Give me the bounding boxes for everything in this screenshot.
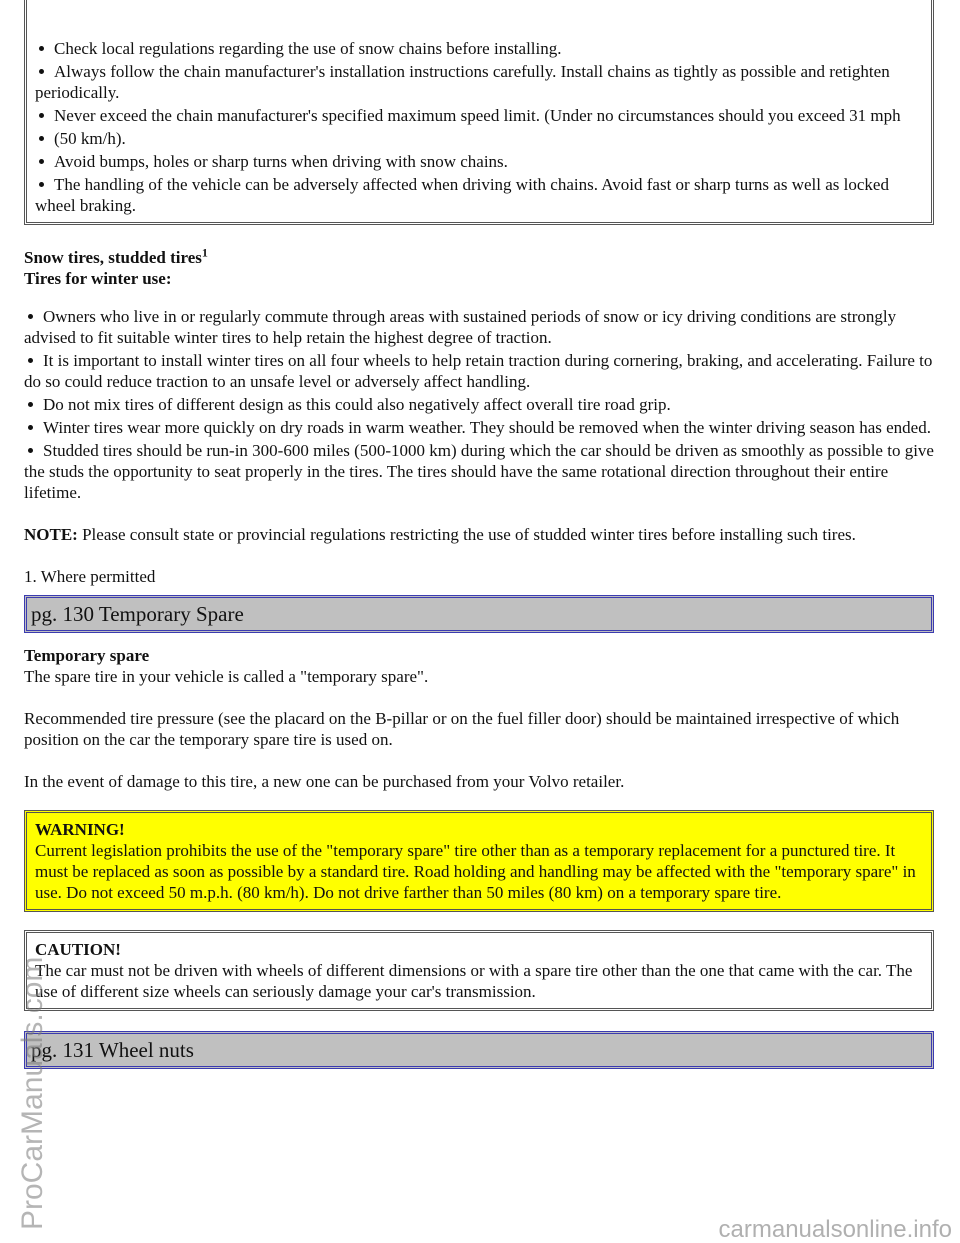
bullet-icon bbox=[39, 46, 44, 51]
caution-title: CAUTION! bbox=[35, 940, 121, 959]
bullet-icon bbox=[39, 159, 44, 164]
list-item: Avoid bumps, holes or sharp turns when driving with snow chains. bbox=[35, 151, 925, 172]
list-item: Always follow the chain manufacturer's installation instructions carefully. Install chains as tightly as possible and retighten periodically. bbox=[35, 62, 890, 102]
bullet-icon bbox=[28, 314, 33, 319]
caution-text: The car must not be driven with wheels of different dimensions or with a spare tire other than the one that came with the car. The use of different size wheels can seriously damage your car's transmission. bbox=[35, 961, 913, 1001]
list-item: (50 km/h). bbox=[35, 128, 925, 149]
list-item: Winter tires wear more quickly on dry roads in warm weather. They should be removed when the winter driving season has ended. bbox=[24, 417, 936, 438]
studded-tires-note: NOTE: Please consult state or provincial regulations restricting the use of studded winter tires before installing such tires. bbox=[24, 525, 856, 544]
list-item: Studded tires should be run-in 300-600 miles (500-1000 km) during which the car should be driven as smoothly as possible to give the studs the opportunity to seat properly in the tires. The tires should have the same rotational direction throughout their entire lifetime. bbox=[24, 441, 934, 502]
snow-tires-heading: Snow tires, studded tires$^1$ bbox=[24, 245, 208, 267]
manual-page bbox=[24, 0, 936, 1069]
list-item: Owners who live in or regularly commute through areas with sustained periods of snow or icy driving conditions are strongly advised to fit suitable winter tires to help retain the highest degree of traction. bbox=[24, 307, 897, 347]
footnote-ref: 1 bbox=[201, 245, 208, 260]
section-header-pg-130: pg. 130 Temporary Spare bbox=[24, 595, 934, 633]
list-item: It is important to install winter tires on all four wheels to help retain traction during cornering, braking, and accelerating. Failure to do so could reduce traction to an unsafe level or adversely affect handling. bbox=[24, 351, 933, 391]
side-watermark: ProCarManuals.com bbox=[16, 956, 49, 1230]
snow-chains-list bbox=[35, 38, 925, 216]
list-item: Check local regulations regarding the use of snow chains before installing. bbox=[35, 38, 925, 59]
warning-text: Current legislation prohibits the use of the "temporary spare" tire other than as a temporary replacement for a punctured tire. It must be replaced as soon as possible by a standard tire. Road holding and handling may be affected with the "temporary spare" in use. Do not exceed 50 m.p.h. (80 km/h). Do not drive farther than 50 miles (80 km) on a temporary spare tire. bbox=[35, 841, 916, 902]
tire-pressure-paragraph: Recommended tire pressure (see the placard on the B-pillar or on the fuel filler door) should be maintained irrespective of which position on the car the temporary spare tire is used on. bbox=[24, 709, 900, 749]
winter-tires-list bbox=[24, 306, 936, 503]
bullet-icon bbox=[39, 136, 44, 141]
warning-title: WARNING! bbox=[35, 820, 125, 839]
bullet-icon bbox=[39, 182, 44, 187]
section-header-pg-131: pg. 131 Wheel nuts bbox=[24, 1031, 934, 1069]
snow-chains-box bbox=[24, 0, 934, 225]
bullet-icon bbox=[39, 69, 44, 74]
list-item: Do not mix tires of different design as this could also negatively affect overall tire road grip. bbox=[24, 394, 936, 415]
caution-box bbox=[24, 930, 934, 1011]
bullet-icon bbox=[39, 113, 44, 118]
bullet-icon bbox=[28, 358, 33, 363]
temporary-spare-intro: The spare tire in your vehicle is called a "temporary spare". bbox=[24, 667, 429, 686]
bottom-watermark: carmanualsonline.info bbox=[718, 1216, 952, 1243]
bullet-icon bbox=[28, 448, 33, 453]
temporary-spare-heading: Temporary spare bbox=[24, 646, 150, 665]
list-item: The handling of the vehicle can be adversely affected when driving with chains. Avoid fast or sharp turns as well as locked wheel braking. bbox=[35, 175, 889, 215]
footnote: 1. Where permitted bbox=[24, 567, 156, 586]
damage-paragraph: In the event of damage to this tire, a new one can be purchased from your Volvo retailer. bbox=[24, 772, 625, 791]
warning-box bbox=[24, 810, 934, 912]
bullet-icon bbox=[28, 425, 33, 430]
bullet-icon bbox=[28, 402, 33, 407]
list-item: Never exceed the chain manufacturer's specified maximum speed limit. (Under no circumstances should you exceed 31 mph bbox=[35, 105, 925, 126]
winter-use-subheading: Tires for winter use: bbox=[24, 269, 172, 288]
